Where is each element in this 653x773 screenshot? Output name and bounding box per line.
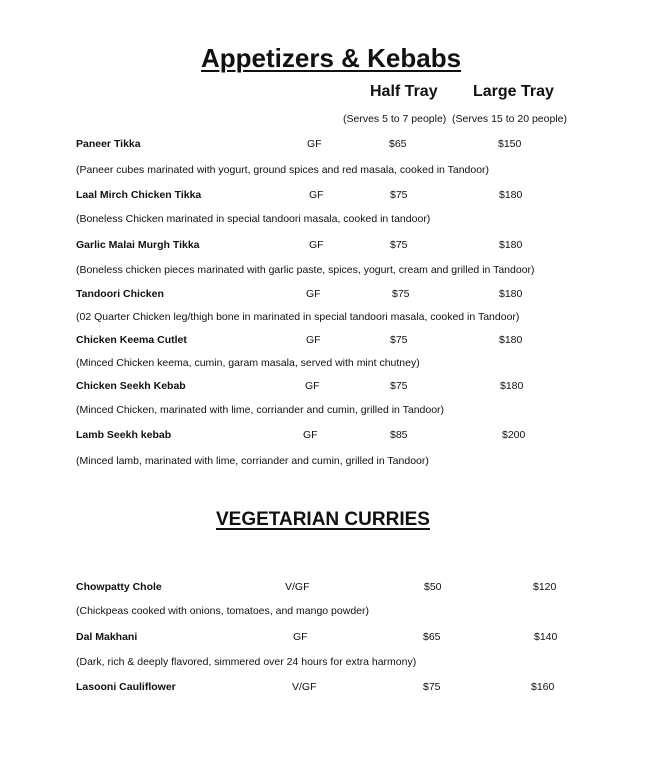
menu-item-name: Chowpatty Chole [76, 581, 162, 593]
menu-item-name: Paneer Tikka [76, 138, 141, 150]
appetizers-title: Appetizers & Kebabs [201, 43, 462, 73]
menu-item-half-price: $75 [390, 189, 408, 201]
menu-item-half-price: $75 [392, 288, 410, 300]
menu-item-diet: GF [307, 138, 322, 150]
menu-item-diet: GF [309, 239, 324, 251]
menu-item-description: (Paneer cubes marinated with yogurt, ground spices and red masala, cooked in Tandoor) [76, 164, 490, 176]
menu-item-description: (Boneless Chicken marinated in special tandoori masala, cooked in tandoor) [76, 213, 431, 225]
menu-item-description: (Minced Chicken, marinated with lime, corriander and cumin, grilled in Tandoor) [76, 404, 445, 416]
menu-item-large-price: $180 [499, 189, 523, 201]
menu-item-name: Lasooni Cauliflower [76, 681, 176, 693]
menu-item-diet: V/GF [285, 581, 310, 593]
large-tray-serves: (Serves 15 to 20 people) [452, 113, 567, 125]
menu-item-diet: GF [306, 334, 321, 346]
menu-item-half-price: $65 [389, 138, 407, 150]
menu-item-name: Laal Mirch Chicken Tikka [76, 189, 202, 201]
menu-item-half-price: $75 [423, 681, 441, 693]
menu-item-half-price: $75 [390, 380, 408, 392]
menu-item-name: Tandoori Chicken [76, 288, 164, 300]
menu-item-diet: GF [309, 189, 324, 201]
menu-item-description: (Minced Chicken keema, cumin, garam masala, served with mint chutney) [76, 357, 420, 369]
menu-item-half-price: $65 [423, 631, 441, 643]
vegetarian-title: VEGETARIAN CURRIES [216, 509, 430, 530]
menu-item-diet: V/GF [292, 681, 317, 693]
menu-item-description: (Boneless chicken pieces marinated with garlic paste, spices, yogurt, cream and grilled in Tandoor) [76, 264, 535, 276]
menu-item-name: Lamb Seekh kebab [76, 429, 172, 441]
menu-item-diet: GF [306, 288, 321, 300]
menu-item-name: Dal Makhani [76, 631, 138, 643]
menu-item-diet: GF [303, 429, 318, 441]
menu-item-large-price: $120 [533, 581, 557, 593]
menu-item-description: (Dark, rich & deeply flavored, simmered over 24 hours for extra harmony) [76, 656, 417, 668]
menu-item-large-price: $180 [499, 334, 523, 346]
large-tray-header: Large Tray [473, 83, 554, 100]
menu-item-diet: GF [293, 631, 308, 643]
menu-item-name: Garlic Malai Murgh Tikka [76, 239, 200, 251]
menu-item-large-price: $200 [502, 429, 526, 441]
menu-item-half-price: $75 [390, 239, 408, 251]
menu-item-diet: GF [305, 380, 320, 392]
menu-item-large-price: $160 [531, 681, 555, 693]
half-tray-header: Half Tray [370, 83, 438, 100]
menu-item-large-price: $180 [500, 380, 524, 392]
menu-item-large-price: $150 [498, 138, 522, 150]
menu-item-name: Chicken Keema Cutlet [76, 334, 187, 346]
menu-item-large-price: $180 [499, 288, 523, 300]
menu-item-half-price: $75 [390, 334, 408, 346]
half-tray-serves: (Serves 5 to 7 people) [343, 113, 447, 125]
menu-item-half-price: $85 [390, 429, 408, 441]
menu-item-description: (Chickpeas cooked with onions, tomatoes, and mango powder) [76, 605, 369, 617]
menu-item-large-price: $180 [499, 239, 523, 251]
menu-item-description: (Minced lamb, marinated with lime, corriander and cumin, grilled in Tandoor) [76, 455, 429, 467]
menu-item-large-price: $140 [534, 631, 558, 643]
menu-item-half-price: $50 [424, 581, 442, 593]
menu-item-name: Chicken Seekh Kebab [76, 380, 186, 392]
menu-item-description: (02 Quarter Chicken leg/thigh bone in marinated in special tandoori masala, cooked in Tandoor) [76, 311, 520, 323]
